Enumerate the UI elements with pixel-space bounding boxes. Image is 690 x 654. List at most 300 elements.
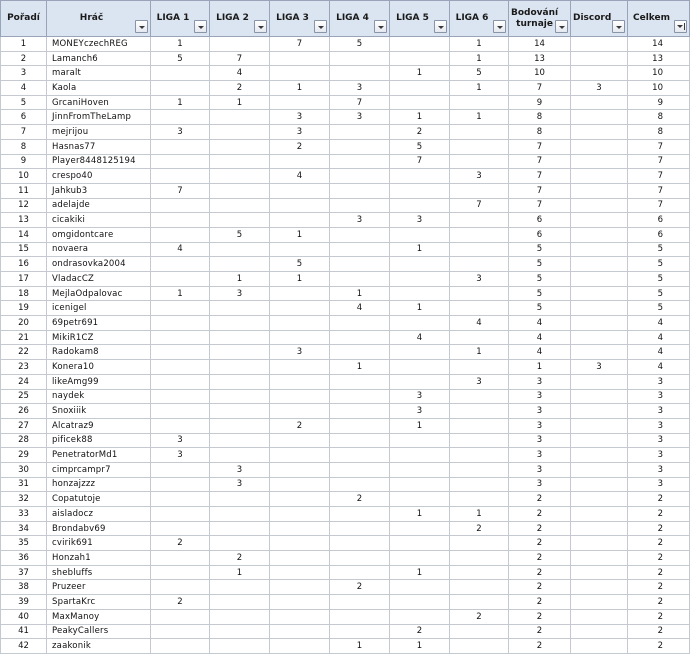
cell-liga4[interactable] [330, 609, 390, 624]
cell-liga5[interactable] [390, 286, 450, 301]
cell-rank[interactable]: 28 [1, 433, 47, 448]
cell-liga1[interactable] [151, 404, 210, 419]
cell-tournament-points[interactable]: 7 [509, 81, 571, 96]
cell-liga2[interactable] [210, 110, 270, 125]
cell-liga6[interactable] [450, 257, 509, 272]
cell-liga1[interactable] [151, 374, 210, 389]
cell-tournament-points[interactable]: 6 [509, 213, 571, 228]
cell-liga5[interactable]: 1 [390, 301, 450, 316]
cell-liga2[interactable]: 1 [210, 565, 270, 580]
cell-player[interactable]: Lamanch6 [47, 51, 151, 66]
cell-player[interactable]: zaakonik [47, 639, 151, 654]
cell-liga4[interactable] [330, 389, 390, 404]
cell-discord[interactable] [571, 301, 628, 316]
cell-liga2[interactable] [210, 492, 270, 507]
cell-liga3[interactable] [270, 536, 330, 551]
cell-rank[interactable]: 9 [1, 154, 47, 169]
cell-rank[interactable]: 35 [1, 536, 47, 551]
cell-total[interactable]: 5 [628, 286, 690, 301]
cell-discord[interactable] [571, 418, 628, 433]
cell-discord[interactable] [571, 639, 628, 654]
cell-rank[interactable]: 31 [1, 477, 47, 492]
cell-rank[interactable]: 3 [1, 66, 47, 81]
cell-liga6[interactable] [450, 330, 509, 345]
cell-total[interactable]: 2 [628, 624, 690, 639]
cell-tournament-points[interactable]: 1 [509, 360, 571, 375]
cell-liga4[interactable]: 3 [330, 81, 390, 96]
cell-liga1[interactable] [151, 154, 210, 169]
cell-total[interactable]: 6 [628, 213, 690, 228]
cell-player[interactable]: Jahkub3 [47, 183, 151, 198]
cell-discord[interactable] [571, 139, 628, 154]
cell-total[interactable]: 6 [628, 227, 690, 242]
cell-rank[interactable]: 38 [1, 580, 47, 595]
cell-tournament-points[interactable]: 9 [509, 95, 571, 110]
cell-liga6[interactable]: 1 [450, 51, 509, 66]
cell-rank[interactable]: 22 [1, 345, 47, 360]
cell-liga6[interactable]: 1 [450, 110, 509, 125]
cell-rank[interactable]: 19 [1, 301, 47, 316]
cell-liga4[interactable] [330, 404, 390, 419]
cell-total[interactable]: 5 [628, 301, 690, 316]
cell-liga3[interactable] [270, 389, 330, 404]
cell-liga2[interactable]: 3 [210, 477, 270, 492]
cell-liga4[interactable] [330, 462, 390, 477]
cell-liga5[interactable] [390, 462, 450, 477]
cell-total[interactable]: 2 [628, 580, 690, 595]
cell-tournament-points[interactable]: 2 [509, 492, 571, 507]
cell-discord[interactable] [571, 330, 628, 345]
cell-player[interactable]: likeAmg99 [47, 374, 151, 389]
cell-liga4[interactable] [330, 51, 390, 66]
cell-liga2[interactable] [210, 374, 270, 389]
cell-liga1[interactable] [151, 316, 210, 331]
cell-tournament-points[interactable]: 2 [509, 580, 571, 595]
cell-liga1[interactable] [151, 580, 210, 595]
cell-liga6[interactable] [450, 639, 509, 654]
cell-liga6[interactable] [450, 595, 509, 610]
cell-liga6[interactable] [450, 418, 509, 433]
cell-liga5[interactable]: 1 [390, 507, 450, 522]
cell-liga5[interactable] [390, 477, 450, 492]
cell-liga6[interactable] [450, 360, 509, 375]
cell-total[interactable]: 3 [628, 389, 690, 404]
cell-total[interactable]: 7 [628, 169, 690, 184]
cell-tournament-points[interactable]: 10 [509, 66, 571, 81]
cell-liga1[interactable]: 1 [151, 286, 210, 301]
cell-liga3[interactable]: 7 [270, 37, 330, 52]
cell-liga2[interactable] [210, 154, 270, 169]
cell-player[interactable]: Snoxiiik [47, 404, 151, 419]
cell-liga4[interactable] [330, 125, 390, 140]
cell-liga5[interactable]: 7 [390, 154, 450, 169]
cell-liga4[interactable] [330, 507, 390, 522]
cell-total[interactable]: 3 [628, 462, 690, 477]
cell-liga4[interactable] [330, 330, 390, 345]
cell-tournament-points[interactable]: 13 [509, 51, 571, 66]
cell-liga1[interactable]: 3 [151, 125, 210, 140]
cell-total[interactable]: 2 [628, 609, 690, 624]
cell-player[interactable]: adelajde [47, 198, 151, 213]
cell-liga3[interactable] [270, 95, 330, 110]
cell-tournament-points[interactable]: 2 [509, 639, 571, 654]
cell-rank[interactable]: 32 [1, 492, 47, 507]
cell-liga3[interactable]: 1 [270, 227, 330, 242]
cell-liga3[interactable]: 3 [270, 110, 330, 125]
cell-liga3[interactable] [270, 521, 330, 536]
cell-player[interactable]: Konera10 [47, 360, 151, 375]
cell-player[interactable]: shebluffs [47, 565, 151, 580]
cell-total[interactable]: 5 [628, 242, 690, 257]
cell-liga6[interactable] [450, 95, 509, 110]
cell-discord[interactable] [571, 125, 628, 140]
cell-liga4[interactable] [330, 316, 390, 331]
cell-liga4[interactable]: 2 [330, 492, 390, 507]
cell-rank[interactable]: 17 [1, 272, 47, 287]
cell-liga2[interactable] [210, 198, 270, 213]
cell-discord[interactable] [571, 198, 628, 213]
cell-liga2[interactable] [210, 595, 270, 610]
cell-liga6[interactable]: 3 [450, 374, 509, 389]
cell-liga1[interactable] [151, 639, 210, 654]
cell-liga6[interactable] [450, 227, 509, 242]
cell-liga2[interactable] [210, 639, 270, 654]
cell-liga4[interactable] [330, 374, 390, 389]
cell-liga3[interactable] [270, 507, 330, 522]
cell-liga2[interactable] [210, 242, 270, 257]
cell-liga4[interactable] [330, 183, 390, 198]
cell-discord[interactable]: 3 [571, 81, 628, 96]
cell-discord[interactable] [571, 272, 628, 287]
cell-liga6[interactable] [450, 139, 509, 154]
cell-liga6[interactable] [450, 301, 509, 316]
cell-player[interactable]: Radokam8 [47, 345, 151, 360]
cell-rank[interactable]: 1 [1, 37, 47, 52]
cell-liga4[interactable] [330, 433, 390, 448]
cell-liga4[interactable] [330, 565, 390, 580]
cell-liga5[interactable] [390, 536, 450, 551]
cell-liga1[interactable] [151, 477, 210, 492]
filter-dropdown-icon[interactable] [493, 20, 506, 33]
cell-tournament-points[interactable]: 5 [509, 242, 571, 257]
cell-total[interactable]: 7 [628, 183, 690, 198]
cell-liga5[interactable] [390, 316, 450, 331]
cell-liga1[interactable] [151, 198, 210, 213]
cell-total[interactable]: 2 [628, 565, 690, 580]
cell-player[interactable]: Kaola [47, 81, 151, 96]
cell-total[interactable]: 2 [628, 507, 690, 522]
cell-discord[interactable] [571, 389, 628, 404]
cell-discord[interactable]: 3 [571, 360, 628, 375]
cell-liga3[interactable] [270, 330, 330, 345]
cell-rank[interactable]: 33 [1, 507, 47, 522]
cell-rank[interactable]: 20 [1, 316, 47, 331]
cell-discord[interactable] [571, 565, 628, 580]
cell-rank[interactable]: 37 [1, 565, 47, 580]
cell-rank[interactable]: 30 [1, 462, 47, 477]
cell-liga6[interactable]: 1 [450, 507, 509, 522]
cell-liga2[interactable] [210, 418, 270, 433]
cell-player[interactable]: Honzah1 [47, 551, 151, 566]
cell-tournament-points[interactable]: 7 [509, 169, 571, 184]
cell-liga6[interactable] [450, 154, 509, 169]
cell-rank[interactable]: 16 [1, 257, 47, 272]
cell-liga3[interactable] [270, 624, 330, 639]
cell-liga5[interactable] [390, 257, 450, 272]
cell-liga5[interactable]: 5 [390, 139, 450, 154]
cell-liga3[interactable]: 2 [270, 418, 330, 433]
cell-liga5[interactable] [390, 81, 450, 96]
cell-liga6[interactable]: 2 [450, 521, 509, 536]
cell-liga3[interactable] [270, 213, 330, 228]
cell-liga5[interactable] [390, 183, 450, 198]
cell-liga1[interactable] [151, 345, 210, 360]
cell-player[interactable]: MONEYczechREG [47, 37, 151, 52]
cell-discord[interactable] [571, 183, 628, 198]
cell-total[interactable]: 5 [628, 257, 690, 272]
cell-liga4[interactable] [330, 551, 390, 566]
cell-discord[interactable] [571, 227, 628, 242]
cell-total[interactable]: 2 [628, 521, 690, 536]
cell-tournament-points[interactable]: 3 [509, 433, 571, 448]
cell-liga3[interactable] [270, 242, 330, 257]
cell-total[interactable]: 7 [628, 139, 690, 154]
cell-liga3[interactable] [270, 448, 330, 463]
cell-total[interactable]: 2 [628, 492, 690, 507]
cell-liga2[interactable] [210, 345, 270, 360]
cell-liga4[interactable] [330, 257, 390, 272]
cell-total[interactable]: 3 [628, 433, 690, 448]
cell-tournament-points[interactable]: 3 [509, 448, 571, 463]
cell-liga5[interactable] [390, 492, 450, 507]
cell-player[interactable]: icenigel [47, 301, 151, 316]
sort-descending-filter-icon[interactable] [674, 20, 687, 33]
cell-liga1[interactable] [151, 301, 210, 316]
cell-total[interactable]: 3 [628, 418, 690, 433]
cell-liga3[interactable] [270, 551, 330, 566]
cell-liga1[interactable] [151, 624, 210, 639]
cell-liga4[interactable]: 5 [330, 37, 390, 52]
cell-discord[interactable] [571, 536, 628, 551]
cell-liga4[interactable] [330, 536, 390, 551]
cell-tournament-points[interactable]: 7 [509, 154, 571, 169]
cell-tournament-points[interactable]: 5 [509, 301, 571, 316]
cell-liga6[interactable] [450, 580, 509, 595]
cell-liga1[interactable] [151, 492, 210, 507]
filter-dropdown-icon[interactable] [135, 20, 148, 33]
filter-dropdown-icon[interactable] [194, 20, 207, 33]
cell-liga4[interactable] [330, 198, 390, 213]
cell-liga2[interactable]: 3 [210, 462, 270, 477]
cell-liga3[interactable] [270, 565, 330, 580]
cell-discord[interactable] [571, 374, 628, 389]
cell-player[interactable]: cvirik691 [47, 536, 151, 551]
cell-liga2[interactable]: 2 [210, 551, 270, 566]
cell-rank[interactable]: 27 [1, 418, 47, 433]
cell-liga6[interactable] [450, 433, 509, 448]
cell-liga3[interactable]: 5 [270, 257, 330, 272]
cell-liga2[interactable] [210, 301, 270, 316]
cell-liga5[interactable] [390, 169, 450, 184]
cell-liga1[interactable] [151, 565, 210, 580]
cell-liga1[interactable]: 7 [151, 183, 210, 198]
cell-tournament-points[interactable]: 3 [509, 418, 571, 433]
cell-rank[interactable]: 10 [1, 169, 47, 184]
cell-liga4[interactable] [330, 448, 390, 463]
cell-liga6[interactable]: 1 [450, 81, 509, 96]
cell-liga2[interactable] [210, 125, 270, 140]
cell-total[interactable]: 4 [628, 345, 690, 360]
cell-total[interactable]: 8 [628, 125, 690, 140]
cell-tournament-points[interactable]: 2 [509, 595, 571, 610]
cell-liga3[interactable] [270, 580, 330, 595]
cell-liga1[interactable]: 2 [151, 595, 210, 610]
cell-discord[interactable] [571, 624, 628, 639]
cell-discord[interactable] [571, 462, 628, 477]
cell-liga6[interactable] [450, 492, 509, 507]
cell-total[interactable]: 8 [628, 110, 690, 125]
cell-discord[interactable] [571, 580, 628, 595]
cell-liga2[interactable] [210, 139, 270, 154]
cell-liga5[interactable] [390, 227, 450, 242]
cell-liga2[interactable] [210, 37, 270, 52]
cell-liga5[interactable] [390, 374, 450, 389]
cell-player[interactable]: PenetratorMd1 [47, 448, 151, 463]
cell-total[interactable]: 2 [628, 551, 690, 566]
cell-discord[interactable] [571, 242, 628, 257]
cell-liga4[interactable]: 4 [330, 301, 390, 316]
cell-liga2[interactable]: 5 [210, 227, 270, 242]
cell-liga3[interactable]: 1 [270, 81, 330, 96]
cell-liga2[interactable] [210, 169, 270, 184]
cell-discord[interactable] [571, 433, 628, 448]
cell-liga5[interactable]: 1 [390, 639, 450, 654]
cell-liga4[interactable]: 1 [330, 639, 390, 654]
cell-liga2[interactable]: 3 [210, 286, 270, 301]
cell-rank[interactable]: 2 [1, 51, 47, 66]
cell-total[interactable]: 3 [628, 448, 690, 463]
filter-dropdown-icon[interactable] [434, 20, 447, 33]
cell-liga1[interactable] [151, 139, 210, 154]
filter-dropdown-icon[interactable] [314, 20, 327, 33]
cell-discord[interactable] [571, 609, 628, 624]
cell-liga1[interactable]: 1 [151, 37, 210, 52]
cell-liga3[interactable] [270, 286, 330, 301]
cell-player[interactable]: Brondabv69 [47, 521, 151, 536]
cell-liga3[interactable] [270, 404, 330, 419]
cell-player[interactable]: ondrasovka2004 [47, 257, 151, 272]
cell-rank[interactable]: 5 [1, 95, 47, 110]
cell-liga5[interactable] [390, 595, 450, 610]
cell-liga2[interactable] [210, 580, 270, 595]
cell-liga2[interactable]: 2 [210, 81, 270, 96]
cell-liga2[interactable] [210, 624, 270, 639]
cell-liga1[interactable] [151, 110, 210, 125]
cell-liga2[interactable] [210, 507, 270, 522]
cell-total[interactable]: 13 [628, 51, 690, 66]
cell-total[interactable]: 2 [628, 536, 690, 551]
cell-discord[interactable] [571, 37, 628, 52]
cell-liga6[interactable] [450, 125, 509, 140]
cell-discord[interactable] [571, 448, 628, 463]
cell-liga4[interactable] [330, 418, 390, 433]
cell-rank[interactable]: 24 [1, 374, 47, 389]
cell-rank[interactable]: 25 [1, 389, 47, 404]
cell-discord[interactable] [571, 154, 628, 169]
cell-rank[interactable]: 39 [1, 595, 47, 610]
cell-liga5[interactable] [390, 551, 450, 566]
cell-liga6[interactable] [450, 536, 509, 551]
cell-discord[interactable] [571, 95, 628, 110]
cell-liga4[interactable] [330, 139, 390, 154]
cell-liga4[interactable] [330, 169, 390, 184]
cell-player[interactable]: MikiR1CZ [47, 330, 151, 345]
cell-discord[interactable] [571, 521, 628, 536]
cell-discord[interactable] [571, 286, 628, 301]
cell-liga1[interactable] [151, 462, 210, 477]
cell-player[interactable]: pificek88 [47, 433, 151, 448]
cell-tournament-points[interactable]: 3 [509, 404, 571, 419]
cell-rank[interactable]: 41 [1, 624, 47, 639]
cell-player[interactable]: Hasnas77 [47, 139, 151, 154]
cell-liga5[interactable]: 2 [390, 624, 450, 639]
cell-total[interactable]: 7 [628, 154, 690, 169]
cell-liga1[interactable] [151, 418, 210, 433]
cell-liga5[interactable]: 1 [390, 418, 450, 433]
cell-liga3[interactable]: 1 [270, 272, 330, 287]
cell-liga3[interactable]: 2 [270, 139, 330, 154]
cell-rank[interactable]: 26 [1, 404, 47, 419]
cell-liga4[interactable] [330, 66, 390, 81]
cell-total[interactable]: 10 [628, 66, 690, 81]
cell-liga3[interactable]: 4 [270, 169, 330, 184]
cell-total[interactable]: 3 [628, 404, 690, 419]
cell-tournament-points[interactable]: 2 [509, 624, 571, 639]
cell-liga1[interactable] [151, 609, 210, 624]
cell-liga4[interactable]: 1 [330, 286, 390, 301]
cell-tournament-points[interactable]: 3 [509, 462, 571, 477]
cell-liga2[interactable] [210, 389, 270, 404]
cell-liga3[interactable]: 3 [270, 345, 330, 360]
cell-liga5[interactable]: 1 [390, 565, 450, 580]
cell-total[interactable]: 9 [628, 95, 690, 110]
cell-liga3[interactable] [270, 66, 330, 81]
cell-discord[interactable] [571, 507, 628, 522]
cell-liga5[interactable]: 1 [390, 242, 450, 257]
cell-liga4[interactable]: 7 [330, 95, 390, 110]
cell-liga1[interactable]: 4 [151, 242, 210, 257]
cell-liga6[interactable] [450, 551, 509, 566]
cell-rank[interactable]: 4 [1, 81, 47, 96]
cell-liga1[interactable] [151, 81, 210, 96]
cell-liga6[interactable] [450, 389, 509, 404]
cell-tournament-points[interactable]: 4 [509, 345, 571, 360]
cell-player[interactable]: maralt [47, 66, 151, 81]
cell-liga1[interactable] [151, 213, 210, 228]
cell-liga5[interactable] [390, 198, 450, 213]
cell-liga1[interactable] [151, 389, 210, 404]
cell-player[interactable]: 69petr691 [47, 316, 151, 331]
cell-rank[interactable]: 40 [1, 609, 47, 624]
cell-discord[interactable] [571, 316, 628, 331]
cell-total[interactable]: 4 [628, 316, 690, 331]
cell-liga3[interactable] [270, 595, 330, 610]
cell-discord[interactable] [571, 169, 628, 184]
cell-tournament-points[interactable]: 5 [509, 286, 571, 301]
cell-tournament-points[interactable]: 7 [509, 198, 571, 213]
cell-liga5[interactable] [390, 609, 450, 624]
cell-liga6[interactable]: 7 [450, 198, 509, 213]
